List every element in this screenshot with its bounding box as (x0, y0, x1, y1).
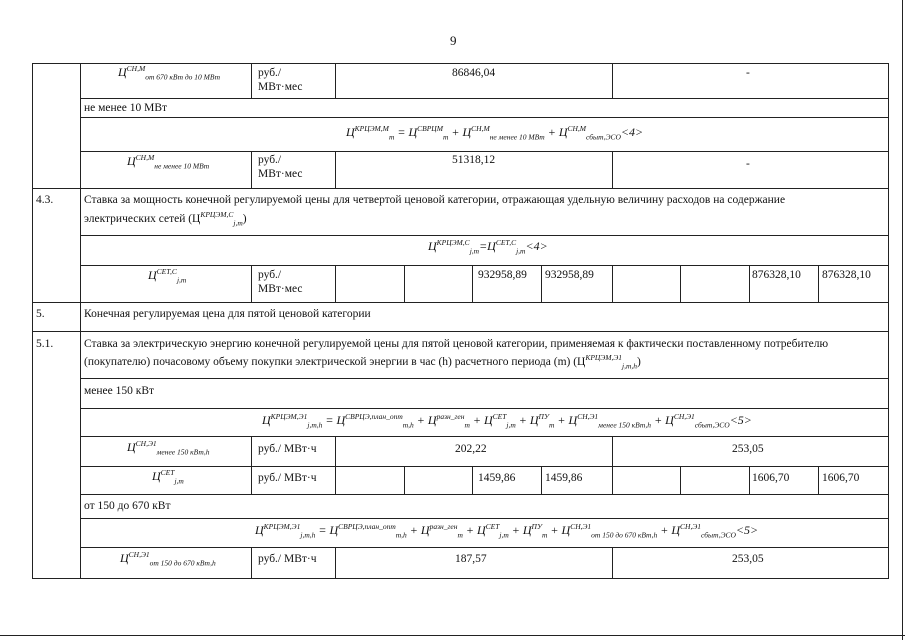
section-number: 5.1. (36, 338, 54, 350)
price-formula: $Ц^{КРЦЭМ,М}_m = Ц^{СВРЦМ}_m + Ц^{СН,М}_{не менее 10 МВт} + Ц^{СН,М}_{сбыт,ЭСО}<4>$ (346, 124, 644, 142)
rate-value: 932958,89 (545, 269, 594, 281)
rate-value: 253,05 (732, 553, 764, 565)
rate-symbol: $Ц^{СЕТ,С}_{j,m}$ (148, 267, 187, 285)
unit-label: руб./ (258, 154, 282, 166)
unit-label: руб./ МВт·ч (258, 443, 317, 455)
rate-symbol: $Ц^{СН,Э1}_{менее 150 кВт,h}$ (127, 439, 210, 457)
power-range-label: от 150 до 670 кВт (84, 500, 171, 512)
unit-label: руб./ МВт·ч (258, 472, 317, 484)
rate-value: 1606,70 (822, 472, 860, 484)
rate-value: 202,22 (455, 443, 487, 455)
rate-value: 187,57 (455, 553, 487, 565)
section-description: электрических сетей $(Ц^{КРЦЭМ,С}_{j,m})$ (84, 210, 247, 228)
rate-value: 876328,10 (822, 269, 871, 281)
section-number: 4.3. (36, 194, 54, 206)
page-number: 9 (450, 33, 457, 48)
price-formula: $Ц^{КРЦЭМ,Э1}_{j,m,h} = Ц^{СВРЦЭ,план\_опт}_{m,h} + Ц^{разн\_ген}_m + Ц^{СЕТ}_{j,m} + Ц^{ПУ}_m + Ц^{СН,Э1}_{от 150 до 670 кВт,h} + Ц^{СН,Э1}_{сбыт,ЭСО}<5>$ (255, 522, 759, 540)
section-description: Ставка за мощность конечной регулируемой цены для четвертой ценовой категории, отражающая удельную величину расходов на содержание (84, 194, 786, 206)
rate-value: 86846,04 (452, 67, 496, 79)
empty-value-dash: - (746, 158, 750, 170)
power-range-label: не менее 10 МВт (84, 102, 168, 114)
page-bottom-border (0, 635, 905, 636)
rate-symbol: $Ц^{СН,М}_{от 670 кВт до 10 МВт}$ (118, 64, 220, 82)
unit-label: руб./ МВт·ч (258, 553, 317, 565)
section-title: Конечная регулируемая цена для пятой ценовой категории (84, 308, 371, 320)
rate-value: 876328,10 (752, 269, 801, 281)
unit-label: руб./ (258, 269, 282, 281)
price-formula: $Ц^{КРЦЭМ,Э1}_{j,m,h} = Ц^{СВРЦЭ,план\_опт}_{m,h} + Ц^{разн\_ген}_m + Ц^{СЕТ}_{j,m} + Ц^{ПУ}_m + Ц^{СН,Э1}_{менее 150 кВт,h} + Ц^{СН,Э1}_{сбыт,ЭСО}<5>$ (262, 412, 752, 430)
unit-label: руб./ (258, 67, 282, 79)
rate-value: 51318,12 (452, 154, 496, 166)
unit-label: МВт·мес (258, 283, 303, 295)
unit-label: МВт·мес (258, 81, 303, 93)
section-description: Ставка за электрическую энергию конечной регулируемой цены для пятой ценовой категории, применяемая к фактически поставленному потребителю (84, 338, 829, 350)
rate-value: 1459,86 (478, 472, 516, 484)
rate-value: 1459,86 (545, 472, 583, 484)
unit-label: МВт·мес (258, 168, 303, 180)
rate-symbol: $Ц^{СН,М}_{не менее 10 МВт}$ (127, 153, 210, 171)
rate-value: 1606,70 (752, 472, 790, 484)
empty-value-dash: - (746, 67, 750, 79)
section-number: 5. (36, 308, 45, 320)
rate-value: 932958,89 (478, 269, 527, 281)
price-formula: $Ц^{КРЦЭМ,С}_{j,m}=Ц^{СЕТ,С}_{j,m}<4>$ (428, 238, 548, 256)
rate-symbol: $Ц^{СН,Э1}_{от 150 до 670 кВт,h}$ (120, 550, 216, 568)
rate-symbol: $Ц^{СЕТ}_{j,m}$ (152, 468, 184, 486)
rate-value: 253,05 (732, 443, 764, 455)
section-description: (покупателю) почасовому объему покупки электрической энергии в час (h) расчетного периода (m) $(Ц^{КРЦЭМ,Э1}_{j,m,h})$ (84, 353, 641, 371)
page-right-border (902, 0, 903, 640)
power-range-label: менее 150 кВт (84, 385, 155, 397)
